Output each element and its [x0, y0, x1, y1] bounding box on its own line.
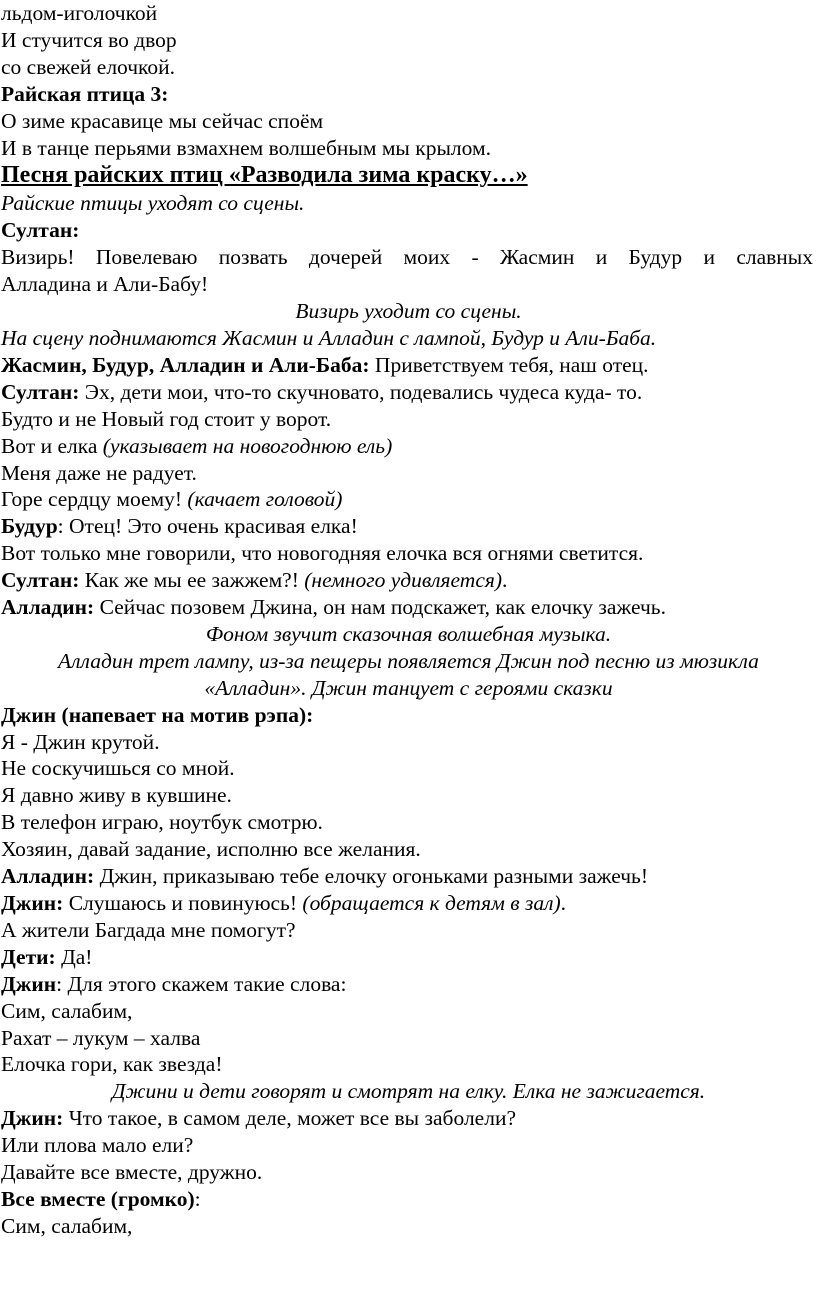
speaker-name: Султан:	[1, 218, 80, 243]
stage-direction-centered	[1, 675, 816, 702]
stage-text: Фоном звучит сказочная волшебная музыка.	[205, 621, 612, 646]
speaker-line	[1, 217, 816, 244]
text-line	[1, 755, 816, 782]
stage-text: Райские птицы уходят со сцены.	[1, 191, 305, 216]
line-text: Как же мы ее зажжем?!	[79, 568, 305, 593]
text-line	[1, 1025, 816, 1052]
line-text: Я давно живу в кувшине.	[1, 783, 232, 808]
text-line	[1, 917, 816, 944]
line-text: Сим, салабим,	[1, 1213, 133, 1238]
line-text: со свежей елочкой.	[1, 54, 176, 79]
line-text: :	[194, 1186, 201, 1211]
dialogue-line	[1, 890, 816, 917]
speaker-line	[1, 702, 816, 729]
stage-direction-centered	[1, 298, 816, 325]
dialogue-line	[1, 1105, 816, 1132]
stage-direction	[1, 190, 816, 217]
speaker-name: Алладин:	[1, 595, 95, 620]
text-line	[1, 836, 816, 863]
line-text: Давайте все вместе, дружно.	[1, 1160, 263, 1185]
line-text: Джин, приказываю тебе елочку огоньками разными зажечь!	[94, 864, 649, 889]
stage-text: (немного удивляется)	[304, 568, 503, 593]
line-text: Алладина и Али-Бабу!	[1, 272, 209, 297]
line-text: Да!	[55, 944, 93, 969]
text-line	[1, 27, 816, 54]
dialogue-line	[1, 594, 816, 621]
stage-text: (качает головой)	[187, 487, 343, 512]
text-line	[1, 135, 816, 162]
line-text: Елочка гори, как звезда!	[1, 1052, 223, 1077]
stage-direction-centered	[1, 1078, 816, 1105]
text-line	[1, 1159, 816, 1186]
line-text: О зиме красавице мы сейчас споём	[1, 108, 324, 133]
line-text: Вот и елка	[1, 433, 103, 458]
speaker-name: Джин:	[1, 1106, 64, 1131]
stage-text: Джини и дети говорят и смотрят на елку. Елка не зажигается.	[111, 1079, 706, 1104]
line-text: : Для этого скажем такие слова:	[56, 971, 347, 996]
line-text: Рахат – лукум – халва	[1, 1025, 201, 1050]
text-line	[1, 108, 816, 135]
speaker-name: Джин	[1, 971, 57, 996]
line-text: Или плова мало ели?	[1, 1133, 194, 1158]
line-text: Сейчас позовем Джина, он нам подскажет, как елочку зажечь.	[94, 595, 666, 620]
line-text: И стучится во двор	[1, 27, 177, 52]
stage-text: «Алладин». Джин танцует с героями сказки	[204, 675, 613, 700]
speaker-name: Будур	[1, 514, 58, 539]
stage-text: (указывает на новогоднюю ель)	[102, 433, 393, 458]
line-text: Я - Джин крутой.	[1, 729, 160, 754]
speaker-name: Дети:	[1, 944, 56, 969]
speaker-line	[1, 81, 816, 108]
stage-direction-centered	[1, 648, 816, 675]
stage-text: Алладин трет лампу, из-за пещеры появляется Джин под песню из мюзикла	[58, 648, 759, 673]
line-text: Вот только мне говорили, что новогодняя елочка вся огнями светится.	[1, 541, 644, 566]
text-line	[1, 540, 816, 567]
dialogue-line	[1, 944, 816, 971]
speaker-name: Алладин:	[1, 864, 95, 889]
stage-direction	[1, 325, 816, 352]
text-line	[1, 1213, 816, 1240]
text-line	[1, 433, 816, 460]
speaker-name: Жасмин, Будур, Алладин и Али-Баба:	[1, 352, 370, 377]
line-text: Слушаюсь и повинуюсь!	[63, 891, 303, 915]
text-line	[1, 486, 816, 513]
dialogue-line	[1, 971, 816, 998]
stage-direction-centered	[1, 621, 816, 648]
speaker-name: Джин (напевает на мотив рэпа):	[1, 702, 314, 727]
line-tail: .	[560, 891, 567, 915]
line-text: Хозяин, давай задание, исполню все желания.	[1, 837, 421, 862]
line-text: Эх, дети мои, что-то скучновато, подевались чудеса куда- то.	[79, 379, 643, 404]
line-tail: .	[502, 568, 508, 593]
dialogue-line	[1, 1186, 816, 1213]
text-line	[1, 54, 816, 81]
speaker-name: Райская птица 3:	[1, 81, 169, 106]
dialogue-line	[1, 863, 816, 890]
text-line	[1, 244, 813, 271]
line-text: В телефон играю, ноутбук смотрю.	[1, 810, 323, 835]
text-line	[1, 998, 816, 1025]
speaker-name: Султан:	[1, 379, 80, 404]
dialogue-line	[1, 379, 816, 406]
dialogue-line	[1, 567, 816, 594]
song-heading	[1, 161, 816, 190]
line-text: : Отец! Это очень красивая елка!	[57, 514, 358, 539]
text-line	[1, 0, 816, 27]
text-line	[1, 809, 816, 836]
line-text: Что такое, в самом деле, может все вы заболели?	[63, 1106, 516, 1131]
line-text: И в танце перьями взмахнем волшебным мы крылом.	[1, 135, 491, 160]
line-text: льдом-иголочкой	[1, 1, 158, 25]
speaker-name: Все вместе (громко)	[1, 1186, 195, 1211]
text-line	[1, 1051, 816, 1078]
text-line	[1, 406, 816, 433]
text-line	[1, 729, 816, 756]
dialogue-line	[1, 513, 816, 540]
text-line	[1, 460, 816, 487]
line-text: Приветствуем тебя, наш отец.	[369, 352, 649, 377]
stage-text: Визирь уходит со сцены.	[295, 299, 522, 324]
stage-text: На сцену поднимаются Жасмин и Алладин с лампой, Будур и Али-Баба.	[1, 325, 657, 350]
line-text: Горе сердцу моему!	[1, 487, 188, 512]
speaker-name: Султан:	[1, 568, 80, 593]
line-text: Не соскучишься со мной.	[1, 756, 235, 781]
line-text: А жители Багдада мне помогут?	[1, 917, 296, 942]
line-text: Меня даже не радует.	[1, 460, 197, 485]
heading-text: Песня райских птиц «Разводила зима краску…»	[1, 162, 528, 189]
text-line	[1, 271, 816, 298]
dialogue-line	[1, 352, 816, 379]
line-text: Будто и не Новый год стоит у ворот.	[1, 406, 332, 431]
line-text: Визирь! Повелеваю позвать дочерей моих - Жасмин и Будур и славных	[1, 245, 813, 270]
text-line	[1, 1132, 816, 1159]
stage-text: (обращается к детям в зал)	[302, 891, 561, 915]
line-text: Сим, салабим,	[1, 998, 133, 1023]
text-line	[1, 782, 816, 809]
speaker-name: Джин:	[1, 891, 64, 915]
